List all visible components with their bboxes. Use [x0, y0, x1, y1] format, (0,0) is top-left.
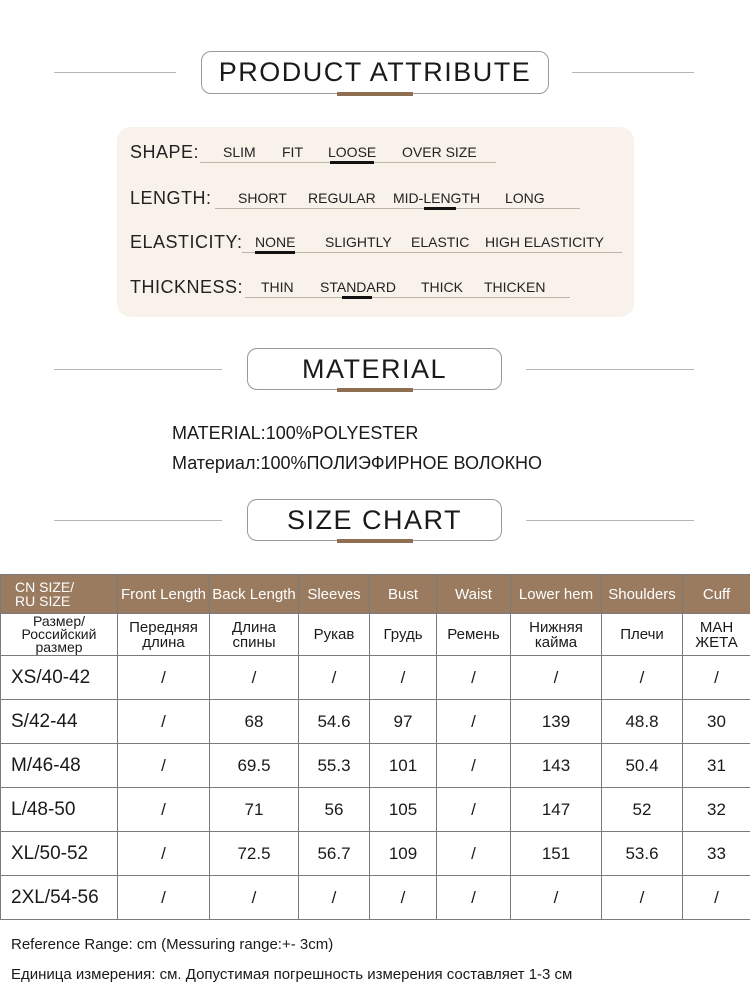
- size-value-cell: 71: [210, 788, 299, 832]
- selected-marker: [255, 251, 295, 254]
- size-value-cell: 151: [511, 832, 602, 876]
- attr-option: HIGH ELASTICITY: [485, 234, 605, 250]
- size-value-cell: 68: [210, 700, 299, 744]
- size-value-cell: /: [437, 788, 511, 832]
- size-value-cell: Bust: [370, 575, 437, 614]
- material-ru: [172, 453, 542, 474]
- size-value-cell: /: [437, 876, 511, 920]
- size-value-cell: 33: [683, 832, 750, 876]
- size-chart-table: [0, 574, 750, 920]
- attr-option: SLIM: [223, 144, 256, 160]
- heading-left-line: [54, 520, 222, 521]
- attr-option: REGULAR: [308, 190, 376, 206]
- attribute-panel: [117, 127, 634, 317]
- size-value-cell: 56: [299, 788, 370, 832]
- size-value-cell: 55.3: [299, 744, 370, 788]
- selected-marker: [342, 296, 372, 299]
- material-en: [172, 423, 418, 444]
- material-ru-label: Материал:: [172, 453, 261, 473]
- size-value-cell: 54.6: [299, 700, 370, 744]
- heading-left-line: [54, 72, 176, 73]
- size-value-cell: /: [118, 788, 210, 832]
- attr-option: SLIGHTLY: [325, 234, 392, 250]
- material-en-label: MATERIAL:: [172, 423, 266, 443]
- size-value-cell: 52: [602, 788, 683, 832]
- size-value-cell: 69.5: [210, 744, 299, 788]
- attr-option-selected: MID-LENGTH: [393, 190, 481, 206]
- attr-option: OVER SIZE: [402, 144, 477, 160]
- attr-row-thickness: [117, 277, 634, 307]
- size-label-cell: S/42-44: [1, 700, 118, 744]
- size-chart-title: SIZE CHART: [247, 499, 502, 541]
- reference-note-ru: Единица измерения: см. Допустимая погрешность измерения составляет 1-3 см: [11, 966, 573, 983]
- size-value-cell: Cuff: [683, 575, 750, 614]
- size-value-cell: Длина спины: [210, 614, 299, 656]
- attr-label-thickness: THICKNESS:: [130, 277, 244, 297]
- size-value-cell: 56.7: [299, 832, 370, 876]
- attr-label-elasticity: ELASTICITY:: [130, 232, 243, 252]
- heading-right-line: [526, 520, 694, 521]
- attr-row-shape: [117, 142, 634, 172]
- size-value-cell: /: [210, 876, 299, 920]
- size-value-cell: /: [210, 656, 299, 700]
- size-value-cell: 109: [370, 832, 437, 876]
- attr-option: FIT: [282, 144, 303, 160]
- size-value-cell: 105: [370, 788, 437, 832]
- heading-right-line: [572, 72, 694, 73]
- size-value-cell: /: [118, 744, 210, 788]
- size-value-cell: 97: [370, 700, 437, 744]
- size-value-cell: Back Length: [210, 575, 299, 614]
- table-row: [1, 744, 750, 788]
- size-value-cell: /: [683, 876, 750, 920]
- size-value-cell: 147: [511, 788, 602, 832]
- attr-label-shape: SHAPE:: [130, 142, 200, 162]
- size-value-cell: МАН ЖЕТА: [683, 614, 750, 656]
- table-header-en: [1, 575, 750, 614]
- selected-marker: [330, 161, 374, 164]
- title-accent-bar: [337, 539, 413, 543]
- size-value-cell: /: [118, 832, 210, 876]
- attr-underline: [215, 208, 580, 209]
- attr-option-selected: STANDARD: [320, 279, 396, 295]
- reference-note-en: Reference Range: cm (Messuring range:+- 3cm): [11, 936, 334, 953]
- attr-option: ELASTIC: [411, 234, 470, 250]
- material-ru-value: 100%ПОЛИЭФИРНОЕ ВОЛОКНО: [260, 453, 543, 473]
- size-value-cell: Shoulders: [602, 575, 683, 614]
- size-value-cell: /: [437, 832, 511, 876]
- title-accent-bar: [337, 388, 413, 392]
- size-value-cell: /: [683, 656, 750, 700]
- size-label-cell: XL/50-52: [1, 832, 118, 876]
- table-row: [1, 832, 750, 876]
- size-value-cell: 32: [683, 788, 750, 832]
- size-value-cell: Lower hem: [511, 575, 602, 614]
- size-value-cell: 139: [511, 700, 602, 744]
- size-value-cell: /: [370, 876, 437, 920]
- size-value-cell: 48.8: [602, 700, 683, 744]
- size-value-cell: 30: [683, 700, 750, 744]
- size-value-cell: /: [437, 700, 511, 744]
- size-label-cell: 2XL/54-56: [1, 876, 118, 920]
- material-title: MATERIAL: [247, 348, 502, 390]
- attr-option: LONG: [505, 190, 545, 206]
- size-value-cell: Плечи: [602, 614, 683, 656]
- size-value-cell: /: [602, 656, 683, 700]
- size-value-cell: 31: [683, 744, 750, 788]
- size-value-cell: /: [299, 656, 370, 700]
- size-label-cell: Размер/ Российский размер: [1, 614, 118, 656]
- attr-label-length: LENGTH:: [130, 188, 212, 208]
- size-value-cell: /: [511, 876, 602, 920]
- size-value-cell: Грудь: [370, 614, 437, 656]
- attr-option-selected: NONE: [255, 234, 296, 250]
- size-value-cell: 72.5: [210, 832, 299, 876]
- size-value-cell: /: [437, 656, 511, 700]
- attr-option: THIN: [261, 279, 294, 295]
- table-row: [1, 656, 750, 700]
- size-label-cell: L/48-50: [1, 788, 118, 832]
- heading-right-line: [526, 369, 694, 370]
- product-attribute-title: PRODUCT ATTRIBUTE: [201, 51, 549, 94]
- table-header-ru: [1, 614, 750, 656]
- attr-option-selected: LOOSE: [328, 144, 377, 160]
- attr-underline: [242, 252, 622, 253]
- size-value-cell: /: [118, 876, 210, 920]
- size-label-cell: M/46-48: [1, 744, 118, 788]
- size-value-cell: 101: [370, 744, 437, 788]
- size-value-cell: /: [511, 656, 602, 700]
- size-value-cell: /: [118, 656, 210, 700]
- table-row: [1, 876, 750, 920]
- size-value-cell: /: [370, 656, 437, 700]
- table-row: [1, 700, 750, 744]
- attr-option: SHORT: [238, 190, 287, 206]
- attr-row-length: [117, 188, 634, 218]
- size-value-cell: Нижняя кайма: [511, 614, 602, 656]
- size-value-cell: Sleeves: [299, 575, 370, 614]
- size-value-cell: 50.4: [602, 744, 683, 788]
- title-accent-bar: [337, 92, 413, 96]
- size-value-cell: 53.6: [602, 832, 683, 876]
- size-value-cell: /: [437, 744, 511, 788]
- table-row: [1, 788, 750, 832]
- size-value-cell: Передняя длина: [118, 614, 210, 656]
- attr-underline: [245, 297, 570, 298]
- material-en-value: 100%POLYESTER: [265, 423, 419, 443]
- size-value-cell: Waist: [437, 575, 511, 614]
- size-label-cell: XS/40-42: [1, 656, 118, 700]
- size-value-cell: /: [118, 700, 210, 744]
- heading-left-line: [54, 369, 222, 370]
- size-value-cell: Рукав: [299, 614, 370, 656]
- size-value-cell: Ремень: [437, 614, 511, 656]
- size-value-cell: /: [602, 876, 683, 920]
- size-value-cell: /: [299, 876, 370, 920]
- attr-row-elasticity: [117, 232, 634, 262]
- size-value-cell: Front Length: [118, 575, 210, 614]
- attr-option: THICK: [421, 279, 463, 295]
- size-value-cell: 143: [511, 744, 602, 788]
- selected-marker: [424, 207, 456, 210]
- attr-option: THICKEN: [484, 279, 546, 295]
- size-label-cell: CN SIZE/ RU SIZE: [1, 575, 118, 614]
